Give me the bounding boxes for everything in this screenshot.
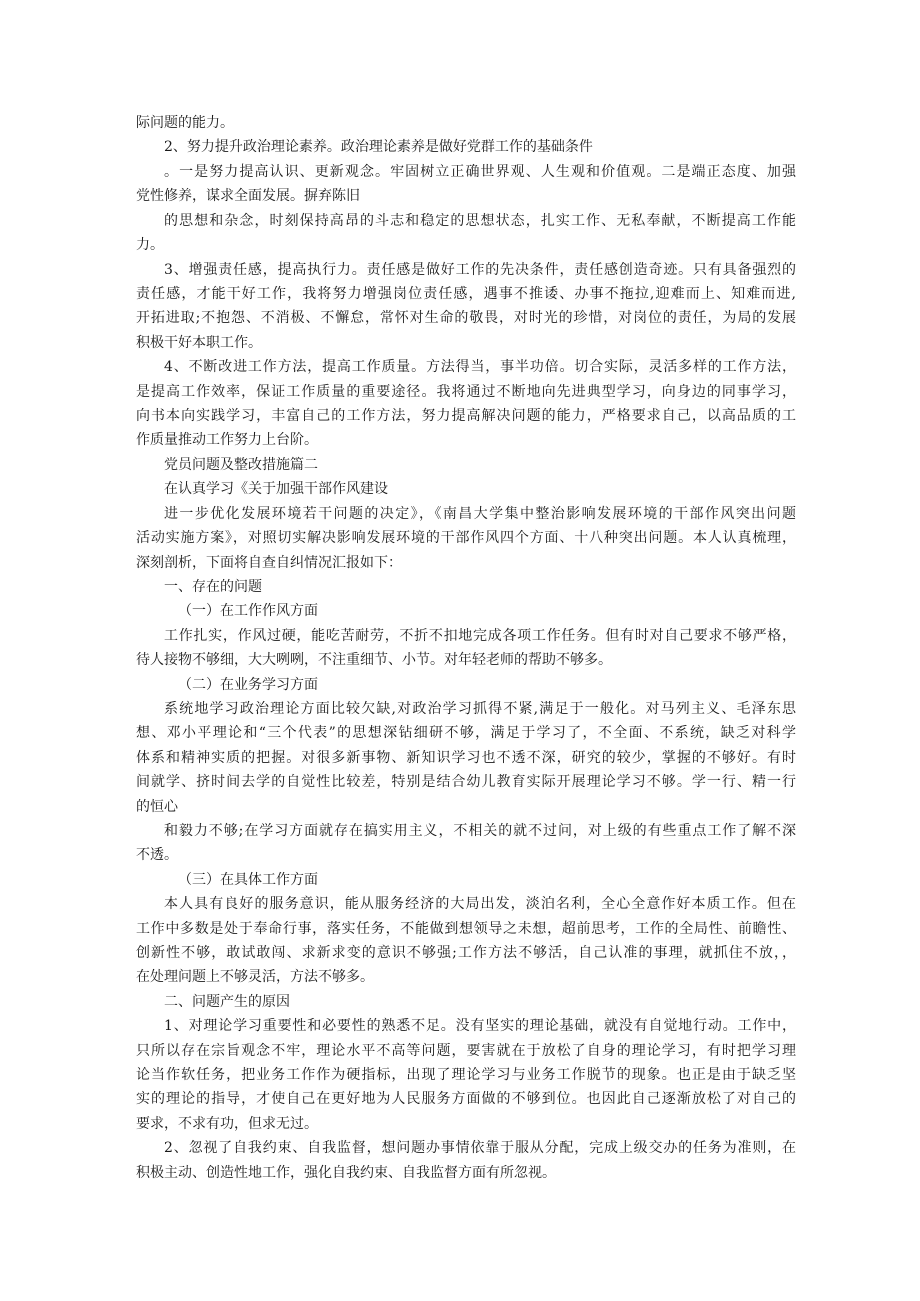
- text-line: 际问题的能力。: [136, 115, 234, 131]
- text-line: 待人接物不够细，大大咧咧，不注重细节、小节。对年轻老师的帮助不够多。: [136, 652, 612, 668]
- text-line: 想、邓小平理论和“三个代表”的思想深钻细研不够，满足于学习了，不全面、不系统，缺乏对科学: [136, 725, 796, 741]
- text-line: 的恒心: [136, 799, 178, 815]
- text-line: 积极主动、创造性地工作，强化自我约束、自我监督方面有所忽视。: [136, 1165, 556, 1181]
- text-line: 的思想和杂念，时刻保持高昂的斗志和稳定的思想状态，扎实工作、无私奉献，不断提高工作能: [164, 213, 796, 229]
- text-line: 在处理问题上不够灵活，方法不够多。: [136, 969, 374, 985]
- text-line: 。一是努力提高认识、更新观念。牢固树立正确世界观、人生观和价值观。二是端正态度、加强: [164, 164, 796, 180]
- text-line: 只所以存在宗旨观念不牢，理论水平不高等问题，要害就在于放松了自身的理论学习，有时把学习理: [136, 1043, 796, 1059]
- text-line: 论当作软任务，把业务工作作为硬指标，出现了理论学习与业务工作脱节的现象。也正是由于缺乏坚: [136, 1067, 796, 1083]
- text-line: 活动实施方案》，对照切实解决影响发展环境的干部作风四个方面、十八种突出问题。本人认真梳理，: [136, 530, 796, 546]
- text-line: 党性修养，谋求全面发展。摒弃陈旧: [136, 188, 360, 204]
- text-line: 实的理论的指导，才使自己在更好地为人民服务方面做的不够到位。也因此自己逐渐放松了对自己的: [136, 1091, 796, 1107]
- text-line: 创新性不够，敢试敢闯、求新求变的意识不够强;工作方法不够活，自己认准的事理，就抓住不放，，: [136, 945, 796, 961]
- text-line: 在认真学习《关于加强干部作风建设: [164, 481, 388, 497]
- text-line: 开拓进取;不抱怨、不消极、不懈怠，常怀对生命的敬畏，对时光的珍惜，对岗位的责任，为局的发展: [136, 310, 796, 326]
- text-line: 间就学、挤时间去学的自觉性比较差，特别是结合幼儿教育实际开展理论学习不够。学一行、精一行: [136, 774, 796, 790]
- section-heading: 二、问题产生的原因: [164, 994, 290, 1010]
- text-line: 工作中多数是处于奉命行事，落实任务，不能做到想领导之未想，超前思考，工作的全局性、前瞻性、: [136, 921, 796, 937]
- text-line: 向书本向实践学习，丰富自己的工作方法，努力提高解决问题的能力，严格要求自己，以高品质的工: [136, 408, 796, 424]
- text-line: 2、忽视了自我约束、自我监督，想问题办事情依靠于服从分配，完成上级交办的任务为准则，在: [164, 1140, 796, 1156]
- text-line: 积极干好本职工作。: [136, 335, 262, 351]
- text-line: 工作扎实，作风过硬，能吃苦耐劳，不折不扣地完成各项工作任务。但有时对自己要求不够严格，: [164, 628, 796, 644]
- text-line: 体系和精神实质的把握。对很多新事物、新知识学习也不透不深，研究的较少，掌握的不够好。有时: [136, 750, 796, 766]
- text-line: 作质量推动工作努力上台阶。: [136, 432, 318, 448]
- text-line: 责任感，才能干好工作，我将努力增强岗位责任感，遇事不推诿、办事不拖拉,迎难而上、知难而进,: [136, 286, 796, 302]
- text-line: 是提高工作效率，保证工作质量的重要途径。我将通过不断地向先进典型学习，向身边的同事学习，: [136, 384, 796, 400]
- text-line: 力。: [136, 237, 164, 253]
- text-line: 不透。: [136, 847, 178, 863]
- section-title: 党员问题及整改措施篇二: [164, 457, 318, 473]
- section-heading: 一、存在的问题: [164, 579, 262, 595]
- subsection-heading: （一）在工作作风方面: [178, 603, 318, 619]
- text-line: 本人具有良好的服务意识，能从服务经济的大局出发，淡泊名利，全心全意作好本质工作。但在: [164, 896, 796, 912]
- subsection-heading: （三）在具体工作方面: [178, 872, 318, 888]
- text-line: 系统地学习政治理论方面比较欠缺,对政治学习抓得不紧,满足于一般化。对马列主义、毛泽东思: [164, 701, 796, 717]
- text-line: 和毅力不够;在学习方面就存在搞实用主义，不相关的就不过问，对上级的有些重点工作了解不深: [164, 823, 796, 839]
- text-line: 进一步优化发展环境若干问题的决定》，《南昌大学集中整治影响发展环境的干部作风突出问题: [164, 506, 796, 522]
- text-line: 2、努力提升政治理论素养。政治理论素养是做好党群工作的基础条件: [164, 139, 593, 155]
- subsection-heading: （二）在业务学习方面: [178, 677, 318, 693]
- text-line: 深刻剖析，下面将自查自纠情况汇报如下：: [136, 555, 402, 571]
- text-line: 3、增强责任感，提高执行力。责任感是做好工作的先决条件，责任感创造奇迹。只有具备强烈的: [164, 262, 796, 278]
- text-line: 1、对理论学习重要性和必要性的熟悉不足。没有坚实的理论基础，就没有自觉地行动。工作中，: [164, 1018, 796, 1034]
- text-line: 4、不断改进工作方法，提高工作质量。方法得当，事半功倍。切合实际，灵活多样的工作方法，: [164, 359, 796, 375]
- text-line: 要求，不求有功，但求无过。: [136, 1116, 318, 1132]
